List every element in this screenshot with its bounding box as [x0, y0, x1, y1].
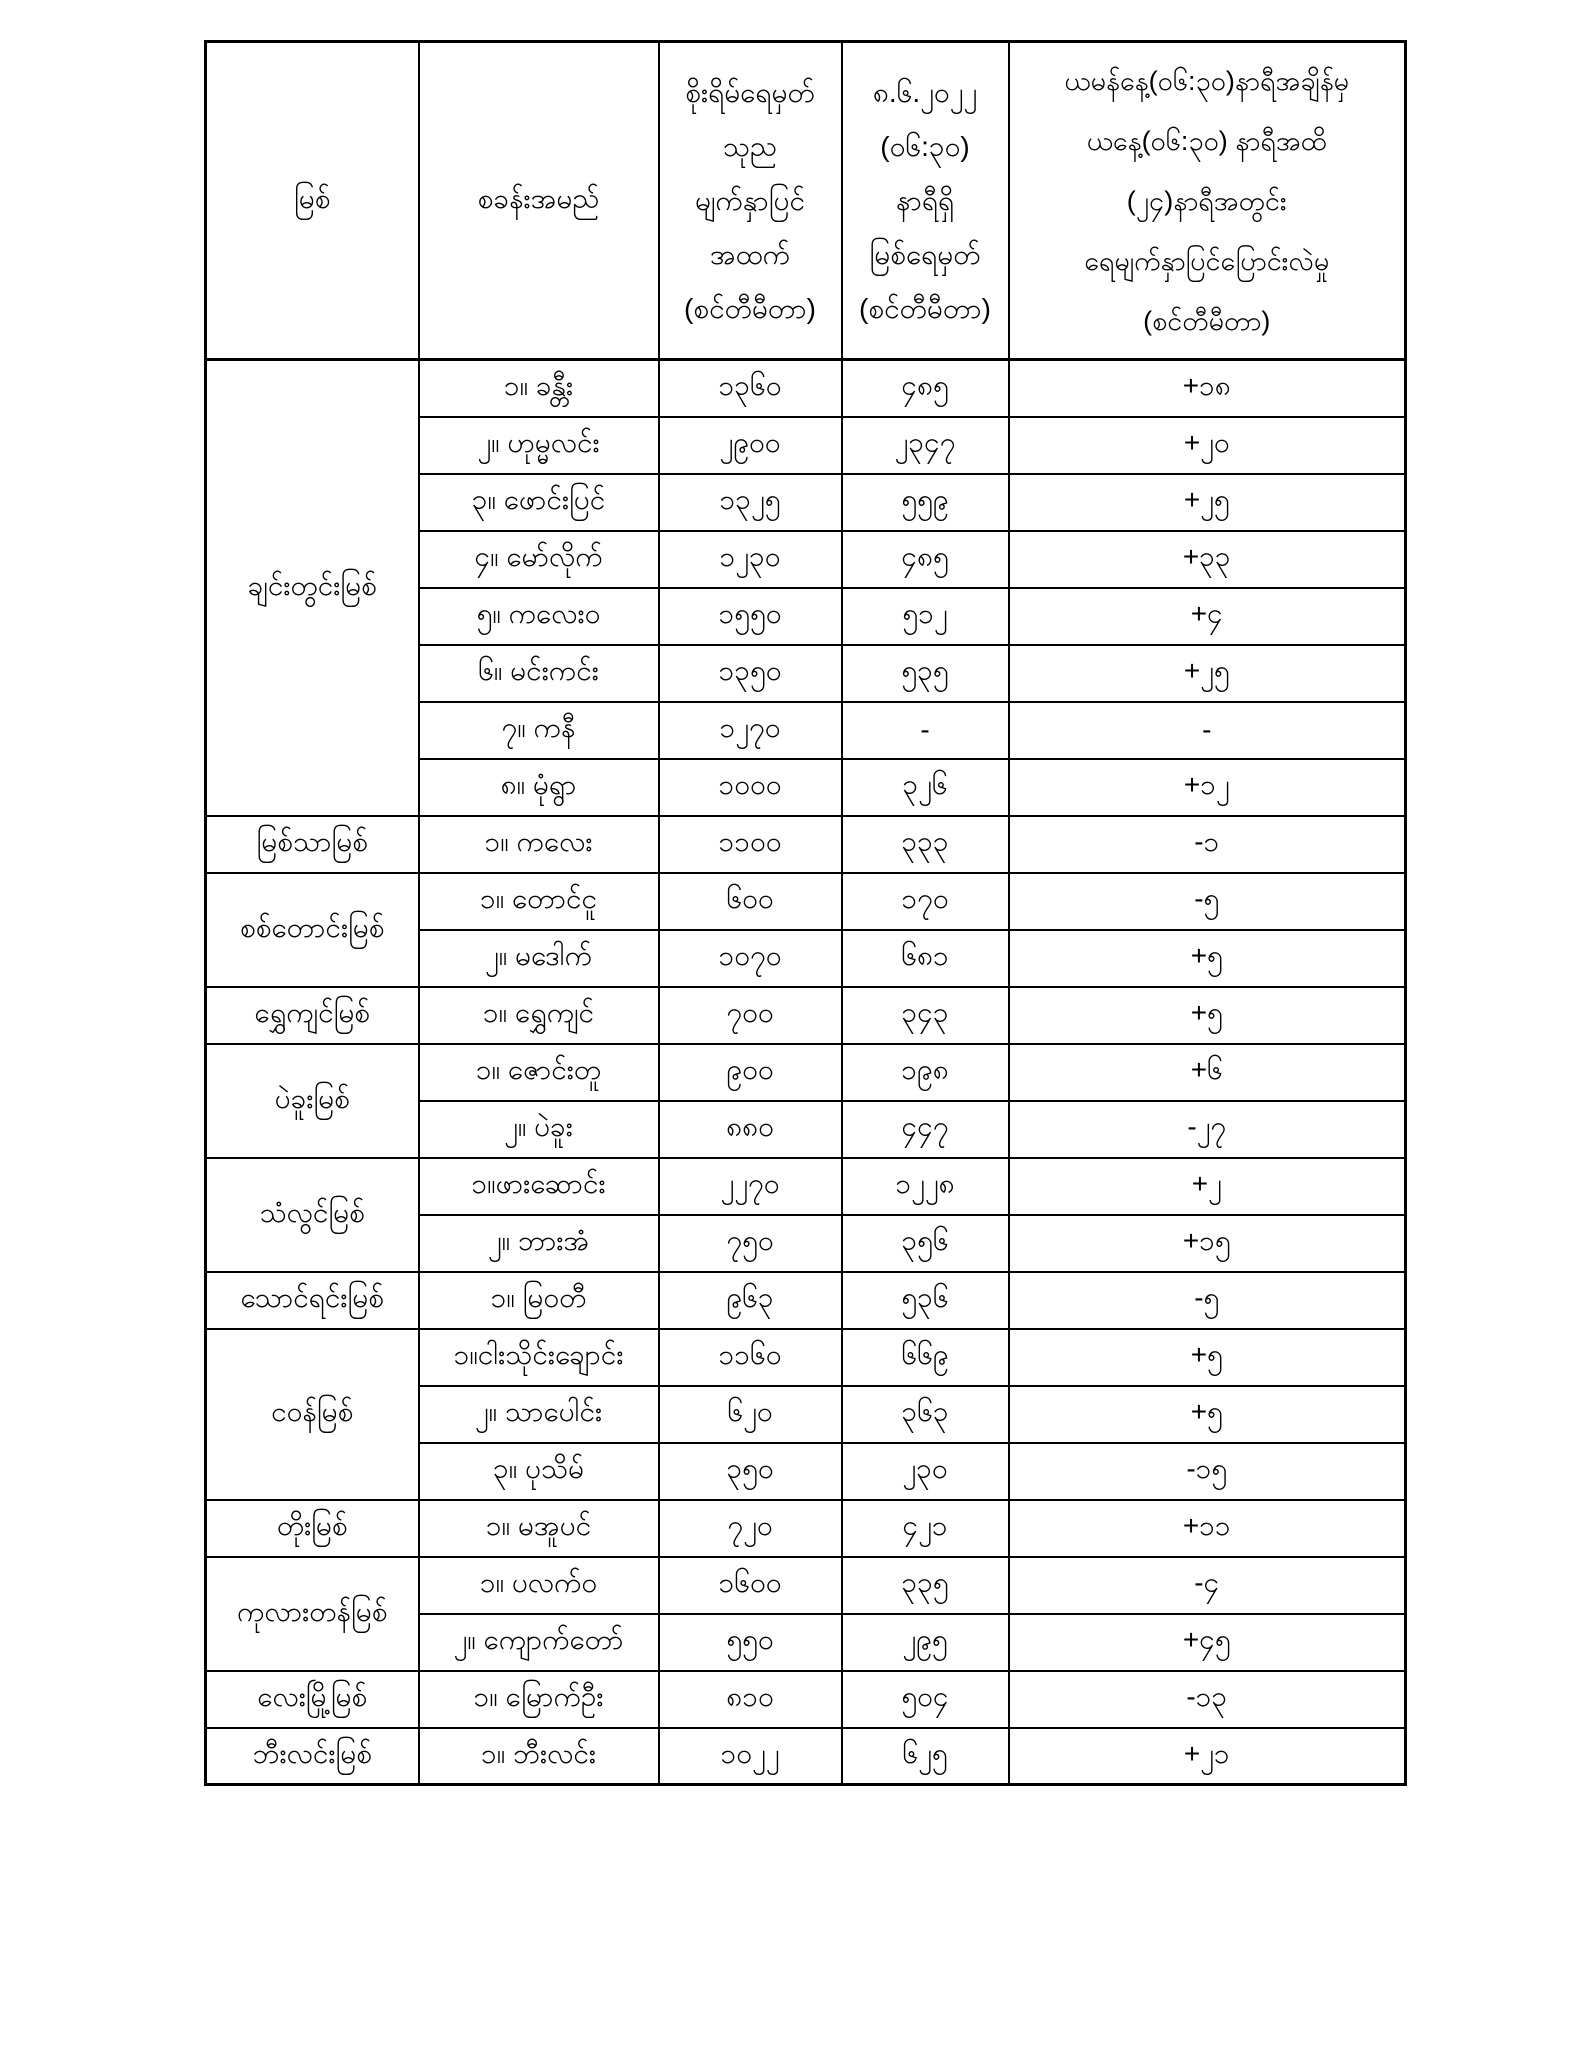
header-change-line: ရေမျက်နှာပြင်ပြောင်းလဲမှု	[1084, 245, 1330, 276]
station-cell: ၁။ ဘီးလင်း	[419, 1728, 659, 1785]
station-cell: ၈။ မုံရွာ	[419, 759, 659, 816]
change-cell: +၂၅	[1009, 645, 1406, 702]
header-current-line: နာရီရှိ	[895, 184, 955, 216]
danger-level-cell: ၁၃၆၀	[659, 360, 842, 417]
danger-level-cell: ၆၀၀	[659, 873, 842, 930]
change-cell: +၅	[1009, 987, 1406, 1044]
water-level-cell: ၅၃၅	[842, 645, 1009, 702]
danger-level-cell: ၇၂၀	[659, 1500, 842, 1557]
change-cell: -၅	[1009, 873, 1406, 930]
table-row	[206, 1044, 1406, 1101]
danger-level-cell: ၂၉၀၀	[659, 417, 842, 474]
station-cell: ၁။ ပလက်၀	[419, 1557, 659, 1614]
water-level-cell: ၅၅၉	[842, 474, 1009, 531]
river-cell: သောင်ရင်းမြစ်	[206, 1272, 419, 1329]
river-cell: ချင်းတွင်းမြစ်	[206, 360, 419, 816]
change-cell: -၄	[1009, 1557, 1406, 1614]
station-cell: ၂။ မဒေါက်	[419, 930, 659, 987]
change-cell: +၄	[1009, 588, 1406, 645]
water-level-cell: ၆၂၅	[842, 1728, 1009, 1785]
danger-level-cell: ၇၅၀	[659, 1215, 842, 1272]
change-cell: +၁၂	[1009, 759, 1406, 816]
danger-level-cell: ၁၆၀၀	[659, 1557, 842, 1614]
table-row	[206, 1728, 1406, 1785]
river-cell: သံလွင်မြစ်	[206, 1158, 419, 1272]
water-level-cell: ၃၃၅	[842, 1557, 1009, 1614]
danger-level-cell: ၆၂၀	[659, 1386, 842, 1443]
table-row	[206, 1272, 1406, 1329]
station-cell: ၁။ငါးသိုင်းချောင်း	[419, 1329, 659, 1386]
river-water-level-table	[204, 40, 1407, 1786]
danger-level-cell: ၁၀၀၀	[659, 759, 842, 816]
water-level-cell: ၃၅၆	[842, 1215, 1009, 1272]
river-cell: ဘီးလင်းမြစ်	[206, 1728, 419, 1785]
change-cell: +၅	[1009, 1329, 1406, 1386]
danger-level-cell: ၁၁၀၀	[659, 816, 842, 873]
change-cell: -	[1009, 702, 1406, 759]
header-river	[206, 42, 419, 360]
danger-level-cell: ၁၂၃၀	[659, 531, 842, 588]
header-change-line: (၂၄)နာရီအတွင်း	[1126, 185, 1287, 216]
change-cell: +၃၃	[1009, 531, 1406, 588]
water-level-cell: ၃၆၃	[842, 1386, 1009, 1443]
danger-level-cell: ၁၃၂၅	[659, 474, 842, 531]
water-level-cell: -	[842, 702, 1009, 759]
water-level-cell: ၂၃၀	[842, 1443, 1009, 1500]
header-24h-change	[1009, 42, 1406, 360]
header-station-label: စခန်းအမည်	[477, 182, 600, 214]
station-cell: ၃။ ပုသိမ်	[419, 1443, 659, 1500]
water-level-cell: ၄၈၅	[842, 531, 1009, 588]
change-cell: +၁၅	[1009, 1215, 1406, 1272]
water-level-cell: ၅၁၂	[842, 588, 1009, 645]
change-cell: -၁	[1009, 816, 1406, 873]
station-cell: ၆။ မင်းကင်း	[419, 645, 659, 702]
table-row	[206, 1671, 1406, 1728]
station-cell: ၁။ မြောက်ဦး	[419, 1671, 659, 1728]
table-row	[206, 816, 1406, 873]
change-cell: +၆	[1009, 1044, 1406, 1101]
danger-level-cell: ၇၀၀	[659, 987, 842, 1044]
station-cell: ၂။ ဟုမ္မလင်း	[419, 417, 659, 474]
water-level-cell: ၁၉၈	[842, 1044, 1009, 1101]
water-level-cell: ၄၄၇	[842, 1101, 1009, 1158]
change-cell: -၅	[1009, 1272, 1406, 1329]
change-cell: +၂၅	[1009, 474, 1406, 531]
station-cell: ၂။ သာပေါင်း	[419, 1386, 659, 1443]
table-row	[206, 1158, 1406, 1215]
change-cell: +၄၅	[1009, 1614, 1406, 1671]
river-cell: စစ်တောင်းမြစ်	[206, 873, 419, 987]
station-cell: ၁။ဖားဆောင်း	[419, 1158, 659, 1215]
station-cell: ၇။ ကနီ	[419, 702, 659, 759]
danger-level-cell: ၁၁၆၀	[659, 1329, 842, 1386]
danger-level-cell: ၅၅၀	[659, 1614, 842, 1671]
station-cell: ၁။ ကလေး	[419, 816, 659, 873]
table-row	[206, 1500, 1406, 1557]
header-river-label: မြစ်	[294, 182, 331, 214]
header-danger-line: စိုးရိမ်ရေမှတ်	[685, 76, 815, 108]
river-cell: မြစ်သာမြစ်	[206, 816, 419, 873]
header-danger-line: အထက်	[709, 238, 791, 270]
water-level-cell: ၃၃၃	[842, 816, 1009, 873]
header-danger-level	[659, 42, 842, 360]
station-cell: ၁။ မြ၀တီ	[419, 1272, 659, 1329]
header-danger-line: (စင်တီမီတာ)	[684, 292, 816, 324]
river-cell: တိုးမြစ်	[206, 1500, 419, 1557]
header-change-line: ယမန်နေ့(၀၆:၃၀)နာရီအချိန်မှ	[1064, 65, 1350, 96]
table-row	[206, 360, 1406, 417]
danger-level-cell: ၁၃၅၀	[659, 645, 842, 702]
danger-level-cell: ၂၂၇၀	[659, 1158, 842, 1215]
station-cell: ၁။ မအူပင်	[419, 1500, 659, 1557]
change-cell: -၂၇	[1009, 1101, 1406, 1158]
header-change-line: ယနေ့(၀၆:၃၀) နာရီအထိ	[1086, 125, 1327, 156]
station-cell: ၁။ ခန္တီး	[419, 360, 659, 417]
danger-level-cell: ၁၂၇၀	[659, 702, 842, 759]
river-cell: ရွှေကျင်မြစ်	[206, 987, 419, 1044]
danger-level-cell: ၃၅၀	[659, 1443, 842, 1500]
change-cell: +၁၁	[1009, 1500, 1406, 1557]
station-cell: ၁။ ရွှေကျင်	[419, 987, 659, 1044]
danger-level-cell: ၉၆၃	[659, 1272, 842, 1329]
header-current-line: (စင်တီမီတာ)	[859, 292, 991, 324]
water-level-cell: ၄၂၁	[842, 1500, 1009, 1557]
river-cell: ကုလားတန်မြစ်	[206, 1557, 419, 1671]
station-cell: ၅။ ကလေး၀	[419, 588, 659, 645]
station-cell: ၁။ ဇောင်းတူ	[419, 1044, 659, 1101]
change-cell: +၂၁	[1009, 1728, 1406, 1785]
water-level-cell: ၆၆၉	[842, 1329, 1009, 1386]
station-cell: ၂။ ပဲခူး	[419, 1101, 659, 1158]
header-change-line: (စင်တီမီတာ)	[1143, 305, 1271, 336]
danger-level-cell: ၉၀၀	[659, 1044, 842, 1101]
water-level-cell: ၁၂၂၈	[842, 1158, 1009, 1215]
table-row	[206, 1557, 1406, 1614]
water-level-cell: ၃၄၃	[842, 987, 1009, 1044]
table-row	[206, 873, 1406, 930]
table-row	[206, 987, 1406, 1044]
header-station	[419, 42, 659, 360]
change-cell: +၁၈	[1009, 360, 1406, 417]
change-cell: +၂	[1009, 1158, 1406, 1215]
water-level-cell: ၁၇၀	[842, 873, 1009, 930]
table-header-row	[206, 42, 1406, 360]
water-level-cell: ၅၃၆	[842, 1272, 1009, 1329]
header-current-line: (၀၆:၃၀)	[880, 130, 970, 162]
header-current-line: ၈.၆.၂၀၂၂	[872, 76, 978, 108]
danger-level-cell: ၁၀၇၀	[659, 930, 842, 987]
river-cell: ငဝန်မြစ်	[206, 1329, 419, 1500]
change-cell: -၁၃	[1009, 1671, 1406, 1728]
danger-level-cell: ၈၈၀	[659, 1101, 842, 1158]
river-cell: ပဲခူးမြစ်	[206, 1044, 419, 1158]
station-cell: ၃။ ဖောင်းပြင်	[419, 474, 659, 531]
change-cell: -၁၅	[1009, 1443, 1406, 1500]
water-level-cell: ၂၃၄၇	[842, 417, 1009, 474]
water-level-cell: ၄၈၅	[842, 360, 1009, 417]
header-current-line: မြစ်ရေမှတ်	[869, 238, 981, 270]
water-level-cell: ၃၂၆	[842, 759, 1009, 816]
change-cell: +၂၀	[1009, 417, 1406, 474]
change-cell: +၅	[1009, 930, 1406, 987]
danger-level-cell: ၈၁၀	[659, 1671, 842, 1728]
change-cell: +၅	[1009, 1386, 1406, 1443]
header-danger-line: သုည	[722, 130, 778, 162]
water-level-cell: ၆၈၁	[842, 930, 1009, 987]
danger-level-cell: ၁၀၂၂	[659, 1728, 842, 1785]
station-cell: ၂။ ကျောက်တော်	[419, 1614, 659, 1671]
water-level-cell: ၂၉၅	[842, 1614, 1009, 1671]
water-level-cell: ၅၀၄	[842, 1671, 1009, 1728]
station-cell: ၄။ မော်လိုက်	[419, 531, 659, 588]
header-current-level	[842, 42, 1009, 360]
danger-level-cell: ၁၅၅၀	[659, 588, 842, 645]
river-cell: လေးမြို့မြစ်	[206, 1671, 419, 1728]
station-cell: ၂။ ဘားအံ	[419, 1215, 659, 1272]
header-danger-line: မျက်နှာပြင်	[694, 184, 805, 216]
table-row	[206, 1329, 1406, 1386]
station-cell: ၁။ တောင်ငူ	[419, 873, 659, 930]
